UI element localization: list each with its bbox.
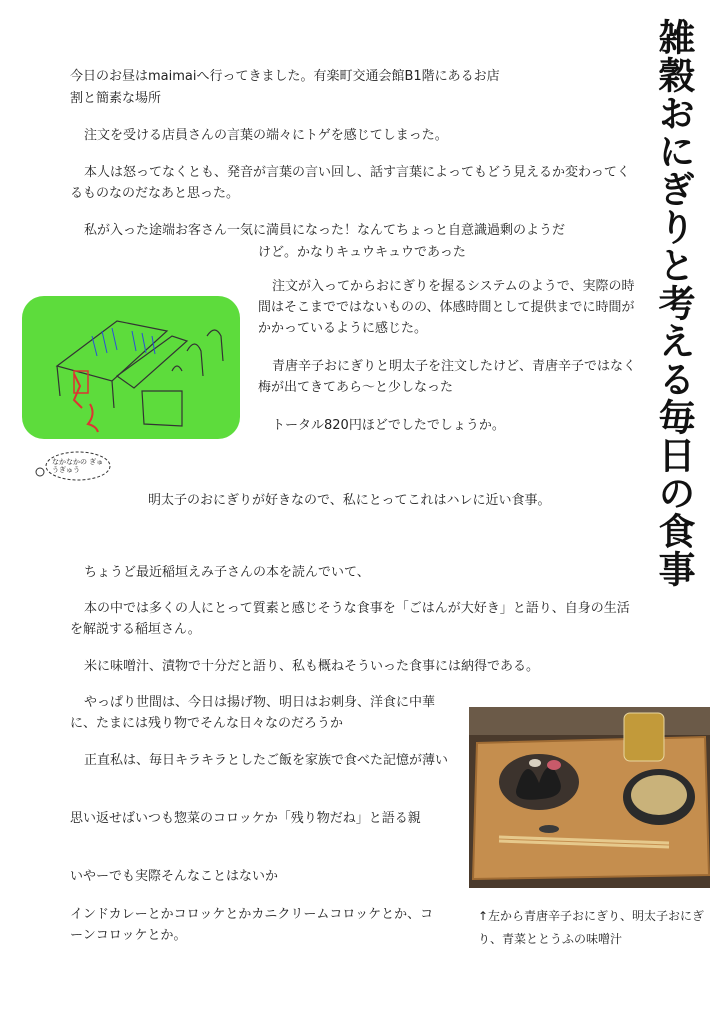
page-title: 雑穀おにぎりと考える毎日の食事	[652, 18, 695, 588]
paragraph-book: ちょうど最近稲垣えみ子さんの本を読んでいて、	[84, 565, 370, 580]
paragraph-intro-2: 割と簡素な場所	[70, 91, 162, 106]
paragraph-speech: 本人は怒ってなくとも、発音が言葉の言い回し、話す言葉によってもどう見えるか変わってくるものなのだなあと思った。	[70, 165, 630, 201]
paragraph-parents: 思い返せばいつも惣菜のコロッケか「残り物だね」と語る親	[70, 811, 421, 826]
crowd-sketch-illustration	[22, 296, 240, 439]
paragraph-order: 青唐辛子おにぎりと明太子を注文したけど、青唐辛子ではなく梅が出てきてあら〜と少しなった	[258, 359, 637, 395]
paragraph-hare: 明太子のおにぎりが好きなので、私にとってこれはハレに近い食事。	[148, 493, 551, 508]
paragraph-staff: 注文を受ける店員さんの言葉の端々にトゲを感じてしまった。	[84, 128, 448, 143]
paragraph-actually: いやーでも実際そんなことはないか	[70, 869, 279, 884]
paragraph-crowd: 私が入った途端お客さん一気に満員になった！なんてちょっと自意識過剰のようだ	[84, 223, 566, 238]
paragraph-total: トータル820円ほどでしたでしょうか。	[272, 418, 505, 433]
paragraph-system: 注文が入ってからおにぎりを握るシステムのようで、実際の時間はそこまでではないものの、体感時間として提供までに時間がかかっているように感じた。	[258, 279, 635, 336]
photo-caption: ↑左から青唐辛子おにぎり、明太子おにぎり、青菜ととうふの味噌汁	[478, 909, 705, 946]
paragraph-intro: 今日のお昼はmaimaiへ行ってきました。有楽町交通会館B1階にあるお店	[70, 69, 500, 84]
paragraph-memory: 正直私は、毎日キラキラとしたご飯を家族で食べた記憶が薄い	[84, 753, 449, 768]
speech-bubble-text: なかなかの ぎゅうぎゅう	[52, 458, 104, 474]
meal-photo	[469, 707, 710, 888]
paragraph-world: やっぱり世間は、今日は揚げ物、明日はお刺身、洋食に中華に、たまには残り物でそんな日々なのだろうか	[70, 695, 436, 731]
paragraph-inagaki: 本の中では多くの人にとって質素と感じそうな食事を「ごはんが大好き」と語り、自身の生活を解説する稲垣さん。	[70, 601, 630, 637]
paragraph-rice: 米に味噌汁、漬物で十分だと語り、私も概ねそういった食事には納得である。	[84, 659, 540, 674]
paragraph-crowd-2: けど。かなりキュウキュウであった	[258, 245, 466, 260]
sketch-drawing	[22, 296, 240, 439]
meal-photo-drawing	[469, 707, 710, 888]
speech-bubble	[30, 448, 112, 484]
paragraph-curry: インドカレーとかコロッケとかカニクリームコロッケとか、コーンコロッケとか。	[70, 907, 434, 943]
